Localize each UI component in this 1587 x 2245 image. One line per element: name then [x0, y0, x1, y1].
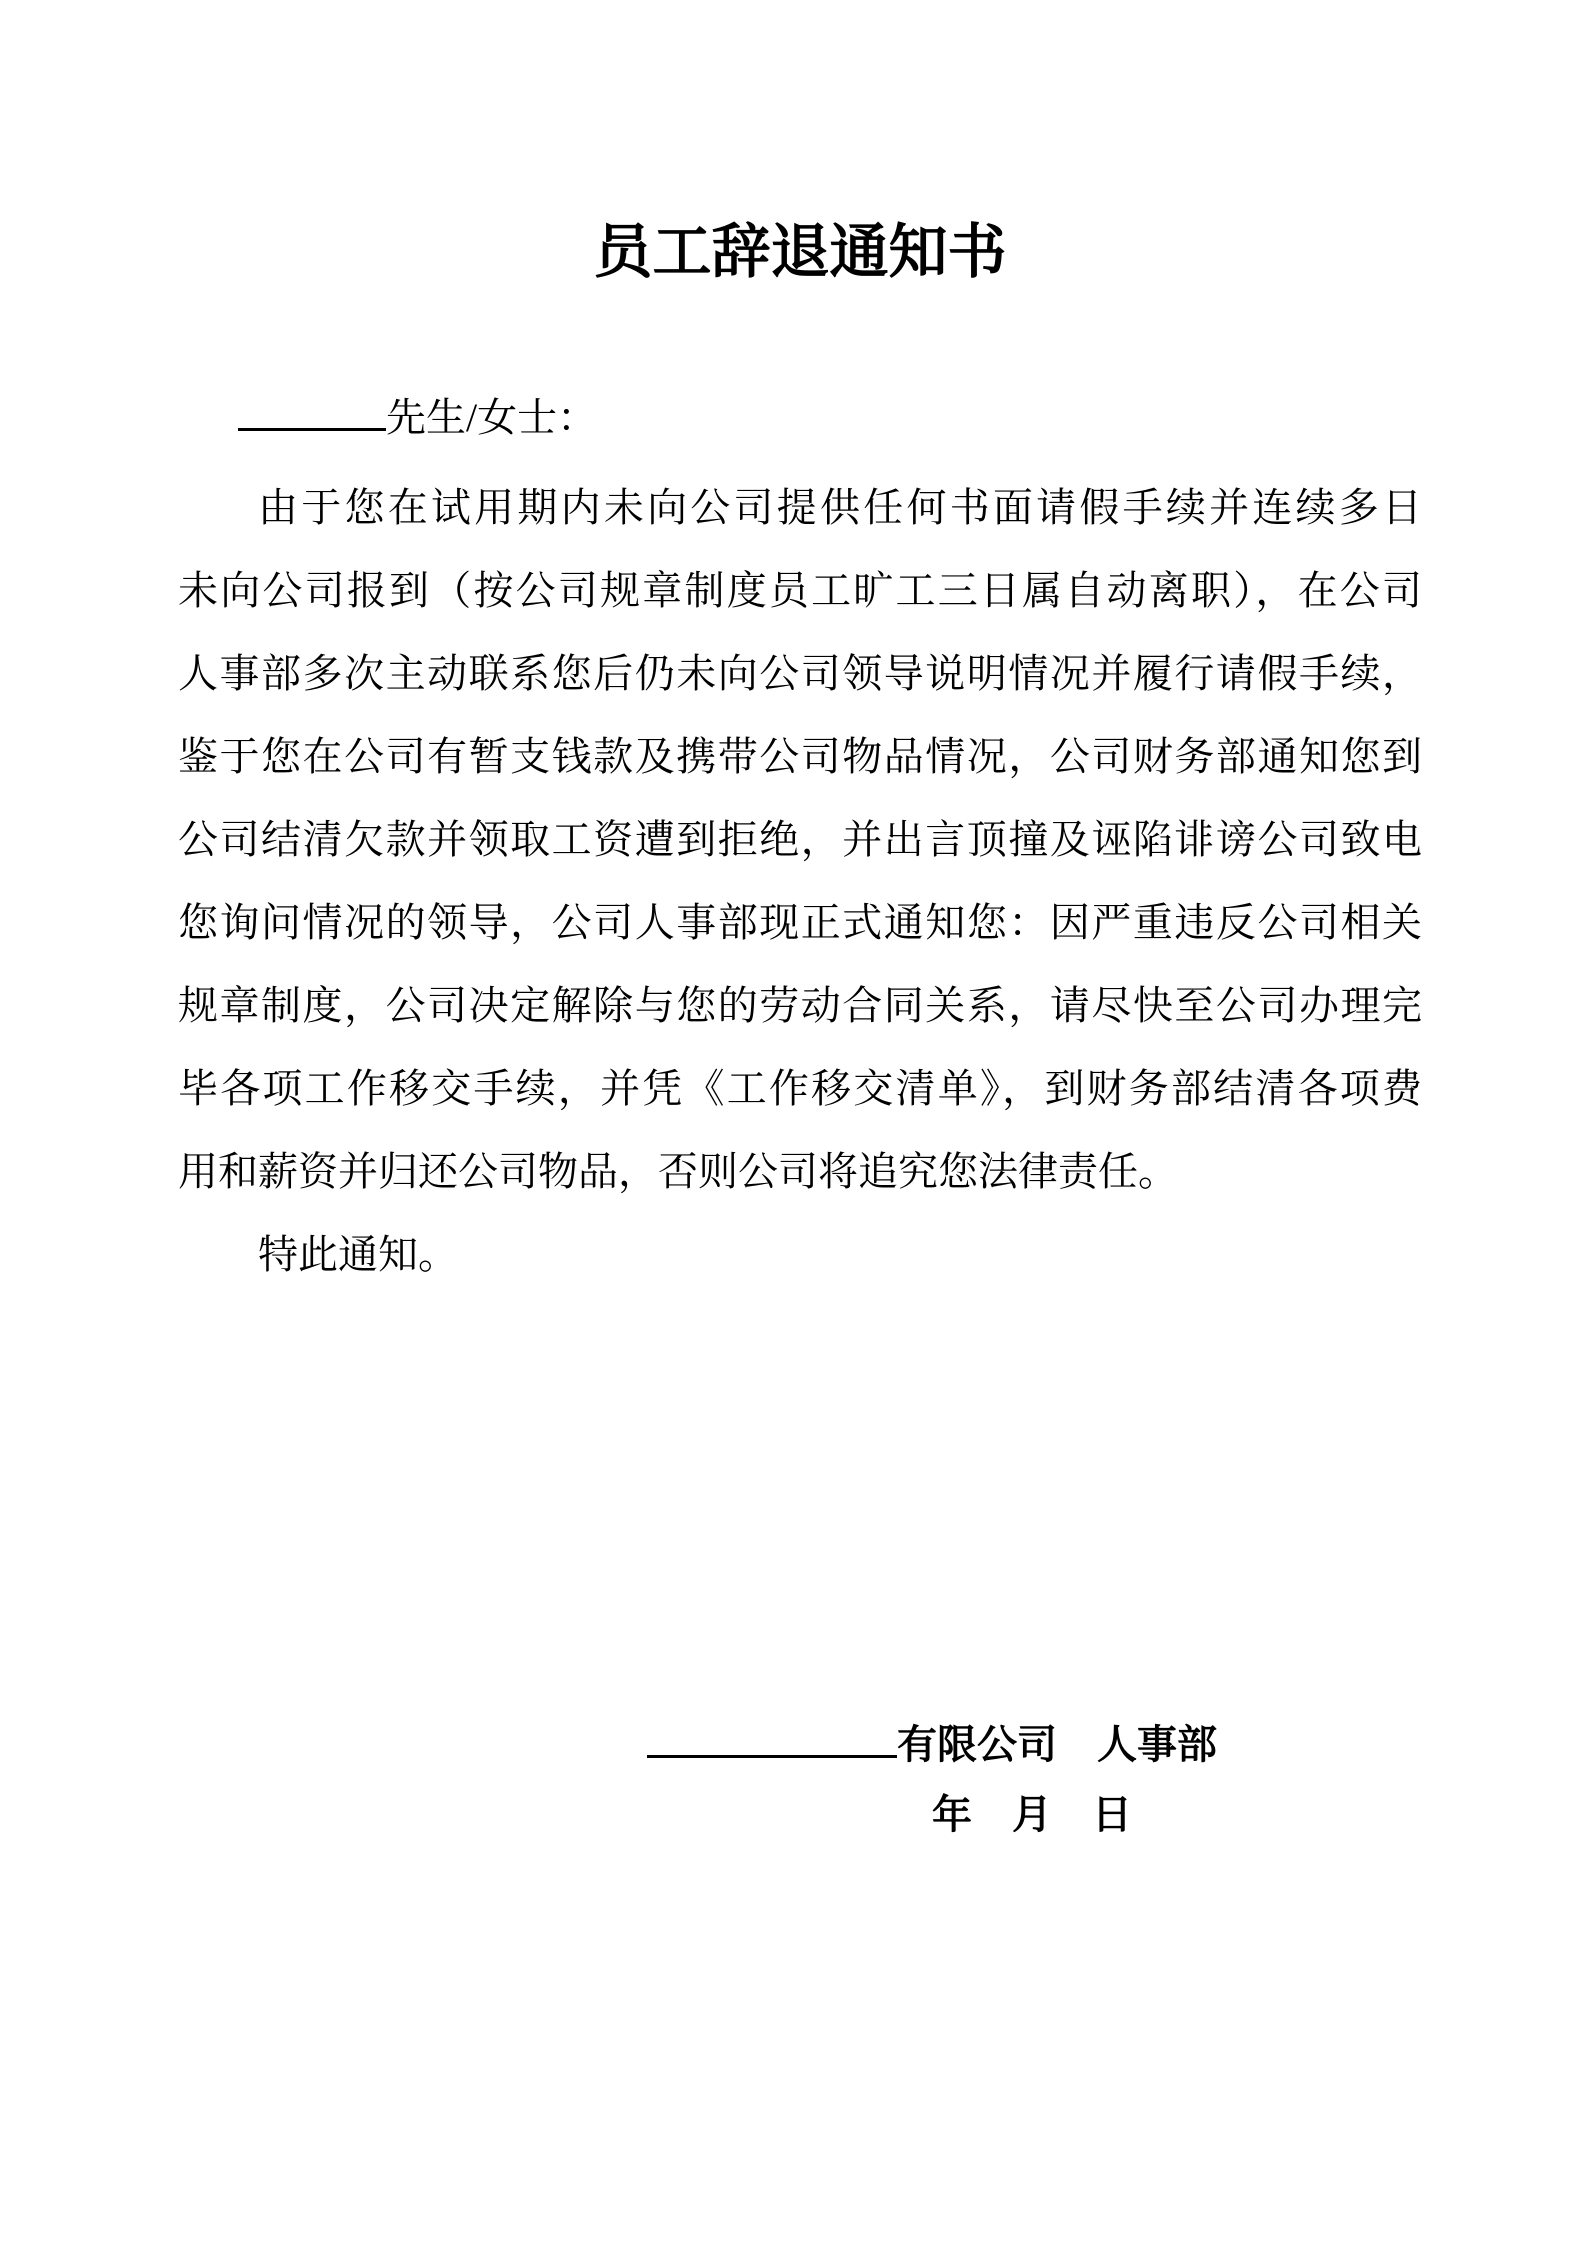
recipient-name-blank-underline: [238, 428, 386, 431]
body-line: 您询问情况的领导，公司人事部现正式通知您：因严重违反公司相关: [178, 900, 1422, 945]
salutation-line: [178, 395, 1422, 441]
date-line: 年 月 日: [932, 1792, 1132, 1837]
body-line: 规章制度，公司决定解除与您的劳动合同关系，请尽快至公司办理完: [178, 983, 1422, 1028]
salutation-label: 先生/女士：: [386, 395, 598, 440]
company-suffix-label: 有限公司: [897, 1722, 1057, 1767]
body-line: 鉴于您在公司有暂支钱款及携带公司物品情况，公司财务部通知您到: [178, 734, 1422, 779]
company-name-blank-underline: [647, 1755, 897, 1758]
body-line: 未向公司报到（按公司规章制度员工旷工三日属自动离职），在公司: [178, 568, 1422, 613]
closing-line: 特此通知。: [258, 1232, 458, 1277]
body-line: 用和薪资并归还公司物品，否则公司将追究您法律责任。: [178, 1149, 1178, 1194]
body-line: 人事部多次主动联系您后仍未向公司领导说明情况并履行请假手续，: [178, 651, 1422, 696]
body-paragraph: [178, 466, 1422, 1213]
department-label: 人事部: [1097, 1722, 1217, 1767]
document-title: 员工辞退通知书: [593, 219, 1007, 285]
body-line: 公司结清欠款并领取工资遭到拒绝，并出言顶撞及诬陷诽谤公司致电: [178, 817, 1422, 862]
body-line: 毕各项工作移交手续，并凭《工作移交清单》，到财务部结清各项费: [178, 1066, 1422, 1111]
body-line: 由于您在试用期内未向公司提供任何书面请假手续并连续多日: [258, 485, 1422, 530]
signature-line: [178, 1722, 1422, 1768]
